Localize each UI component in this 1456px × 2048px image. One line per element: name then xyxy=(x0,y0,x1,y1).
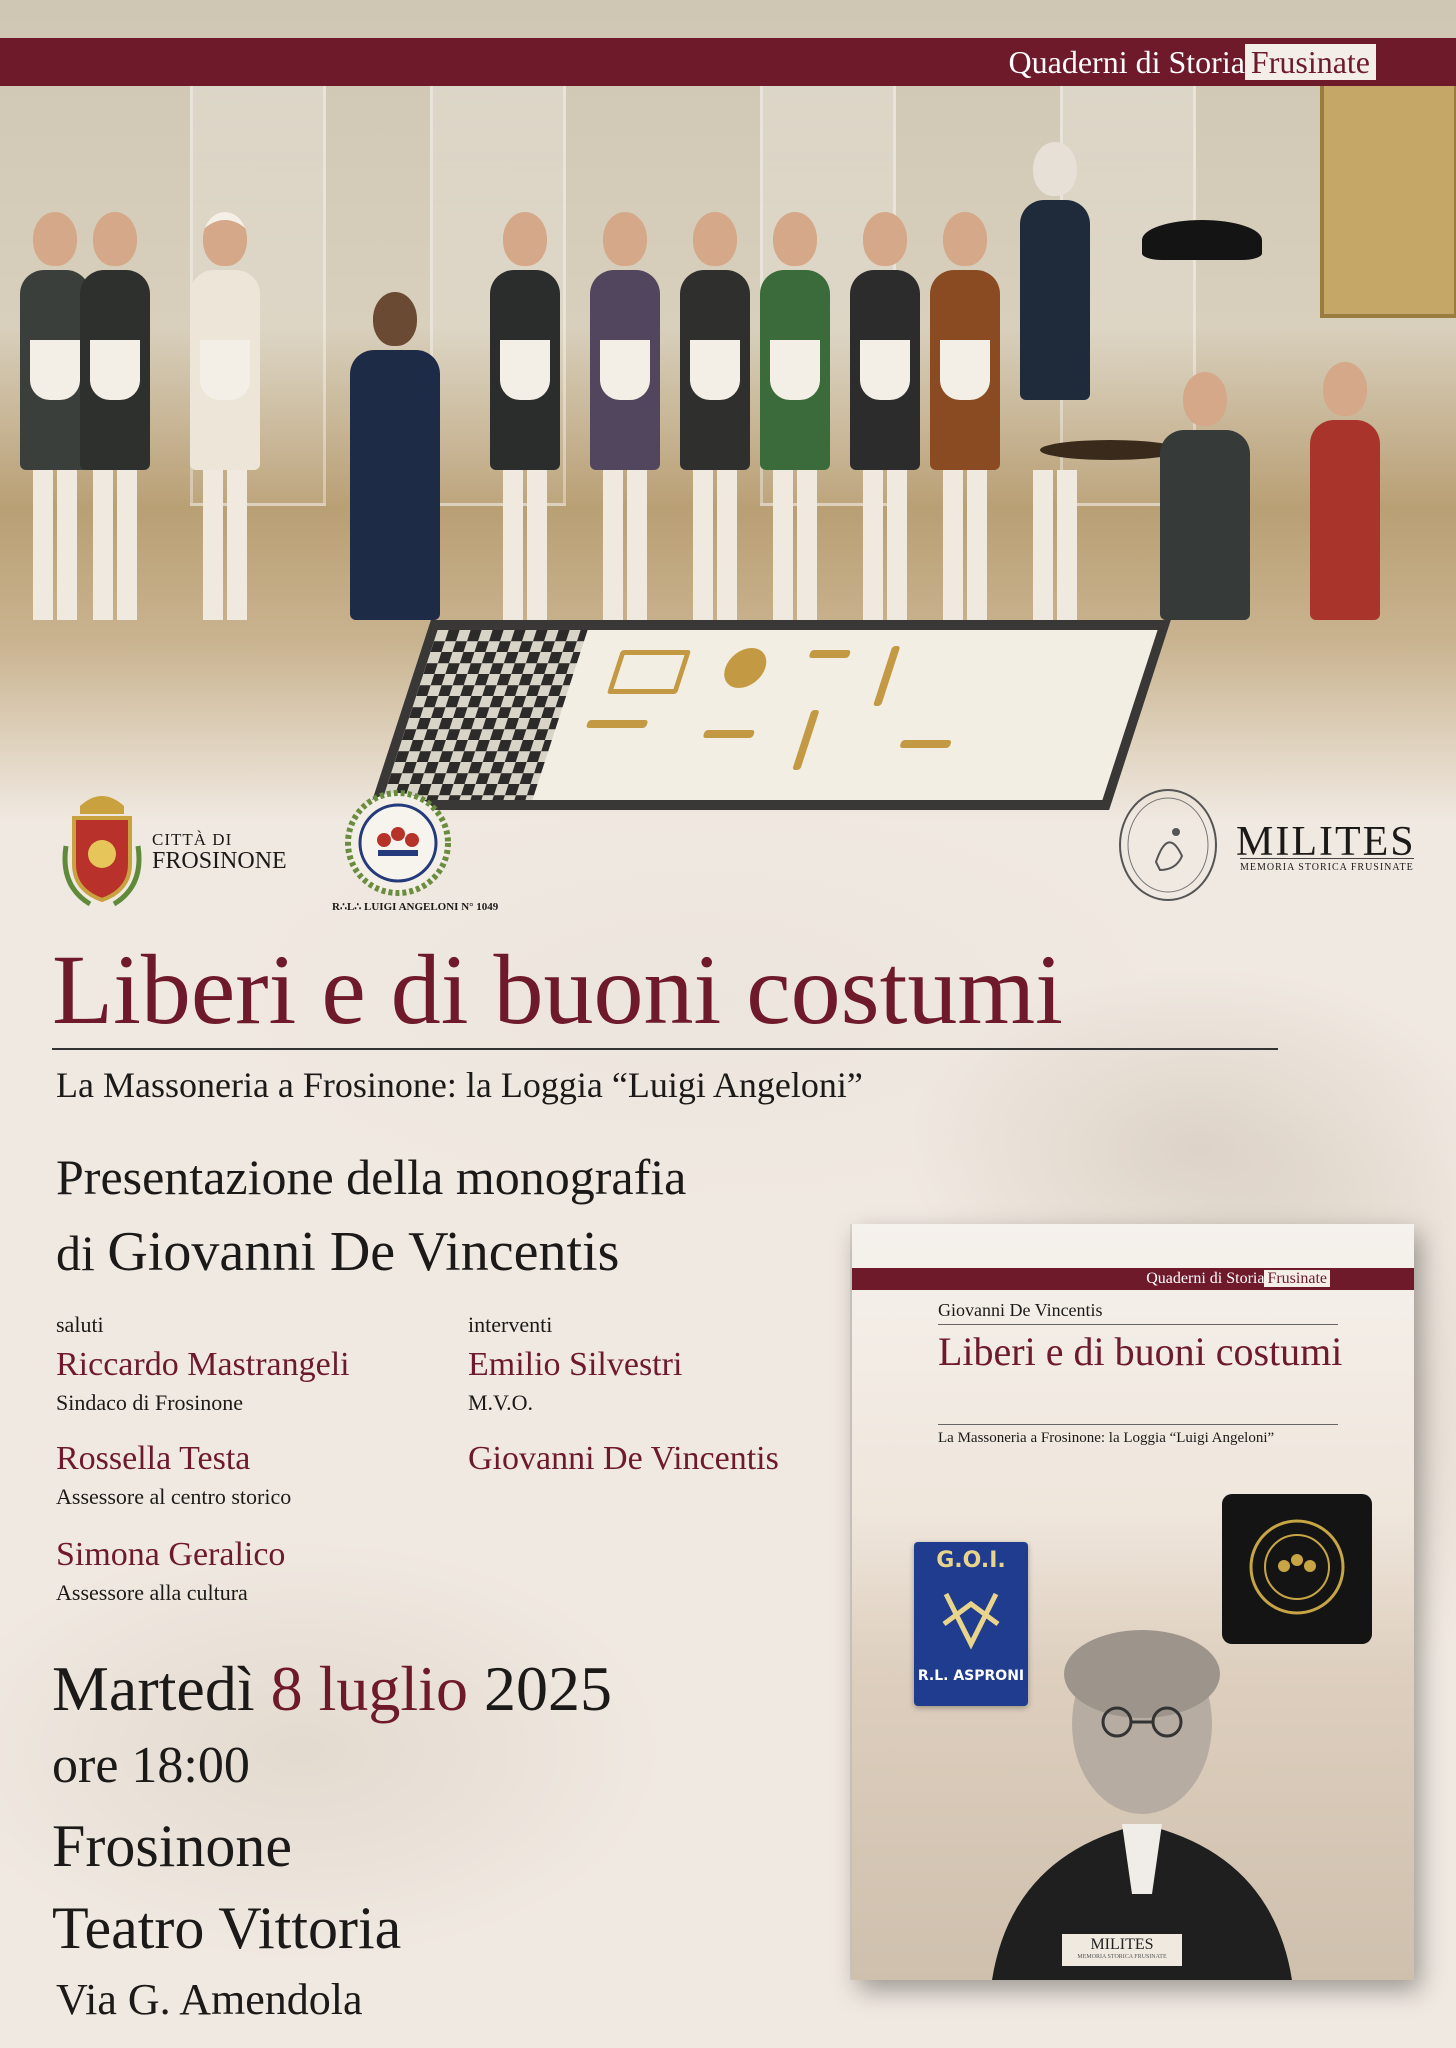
header-painting xyxy=(0,0,1456,820)
table xyxy=(1040,440,1180,460)
seated-figure xyxy=(1160,372,1250,620)
book-subtitle: La Massoneria a Frosinone: la Loggia “Luigi Angeloni” xyxy=(938,1430,1275,1446)
book-author: Giovanni De Vincentis xyxy=(938,1300,1103,1320)
figure xyxy=(490,212,560,620)
book-series-title xyxy=(1146,1268,1330,1290)
figure xyxy=(850,212,920,620)
citta-di-label: CITTÀ DI xyxy=(152,830,233,849)
event-date xyxy=(52,1652,612,1726)
event-day: Martedì xyxy=(52,1653,255,1724)
speaker-role: Sindaco di Frosinone xyxy=(56,1390,243,1415)
author-line xyxy=(56,1220,619,1284)
frosinone-crest-icon xyxy=(60,786,144,906)
book-cover xyxy=(852,1224,1414,1980)
book-series-prefix: Quaderni di Storia xyxy=(1146,1270,1265,1287)
book-title: Liberi e di buoni costumi xyxy=(938,1329,1343,1374)
author-name: Giovanni De Vincentis xyxy=(107,1221,620,1283)
tricorn-hat xyxy=(1142,220,1262,260)
book-divider xyxy=(938,1424,1338,1425)
event-address: Via G. Amendola xyxy=(56,1975,363,2024)
book-series-highlight: Frusinate xyxy=(1264,1270,1330,1287)
figure xyxy=(590,212,660,620)
speaker-name: Simona Geralico xyxy=(56,1536,286,1573)
lodge-label: R∴L∴ LUIGI ANGELONI N° 1049 xyxy=(332,901,499,913)
event-year: 2025 xyxy=(483,1653,612,1724)
frosinone-logo-text: FROSINONE xyxy=(152,848,287,874)
figure xyxy=(1020,142,1090,620)
goi-badge-title: G.O.I. xyxy=(936,1548,1006,1573)
speaker-name: Rossella Testa xyxy=(56,1440,251,1477)
figure-back xyxy=(350,292,440,620)
figure xyxy=(80,212,150,620)
figure xyxy=(1310,362,1380,620)
event-subtitle: La Massoneria a Frosinone: la Loggia “Luigi Angeloni” xyxy=(56,1065,863,1105)
series-highlight: Frusinate xyxy=(1245,44,1376,80)
portrait-engraving xyxy=(972,1604,1312,1980)
greetings-label: saluti xyxy=(56,1312,104,1337)
book-publisher-subtitle: MEMORIA STORICA FRUSINATE xyxy=(1077,1954,1167,1960)
event-time: ore 18:00 xyxy=(52,1737,250,1794)
event-city: Frosinone xyxy=(52,1813,292,1879)
presentation-line: Presentazione della monografia xyxy=(56,1149,687,1205)
author-prefix: di xyxy=(56,1225,95,1281)
tracing-board xyxy=(369,620,1171,810)
speaker-name: Giovanni De Vincentis xyxy=(468,1440,779,1477)
goi-badge-label: R.L. ASPRONI xyxy=(917,1668,1025,1684)
milites-logo-subtitle: MEMORIA STORICA FRUSINATE xyxy=(1240,858,1414,873)
book-publisher: MILITES xyxy=(1090,1936,1154,1953)
speaker-name: Emilio Silvestri xyxy=(468,1346,683,1383)
speaker-name: Riccardo Mastrangeli xyxy=(56,1346,350,1383)
blindfolded-figure xyxy=(190,212,260,620)
lodge-emblem-icon xyxy=(340,790,456,896)
figure xyxy=(930,212,1000,620)
event-venue: Teatro Vittoria xyxy=(52,1895,402,1961)
milites-logo-text: MILITES xyxy=(1236,819,1416,865)
figure xyxy=(680,212,750,620)
series-prefix: Quaderni di Storia xyxy=(1008,44,1245,80)
event-date-highlight: 8 luglio xyxy=(270,1653,468,1724)
event-title: Liberi e di buoni costumi xyxy=(52,934,1063,1045)
speaker-role: Assessore alla cultura xyxy=(56,1580,248,1605)
book-divider xyxy=(938,1324,1338,1325)
title-divider xyxy=(52,1048,1278,1050)
milites-seal-icon xyxy=(1116,786,1220,904)
interventions-label: interventi xyxy=(468,1312,553,1337)
speaker-role: M.V.O. xyxy=(468,1390,534,1415)
figure xyxy=(760,212,830,620)
gilded-frame xyxy=(1320,60,1456,318)
speaker-role: Assessore al centro storico xyxy=(56,1484,292,1509)
series-title xyxy=(1009,38,1376,86)
